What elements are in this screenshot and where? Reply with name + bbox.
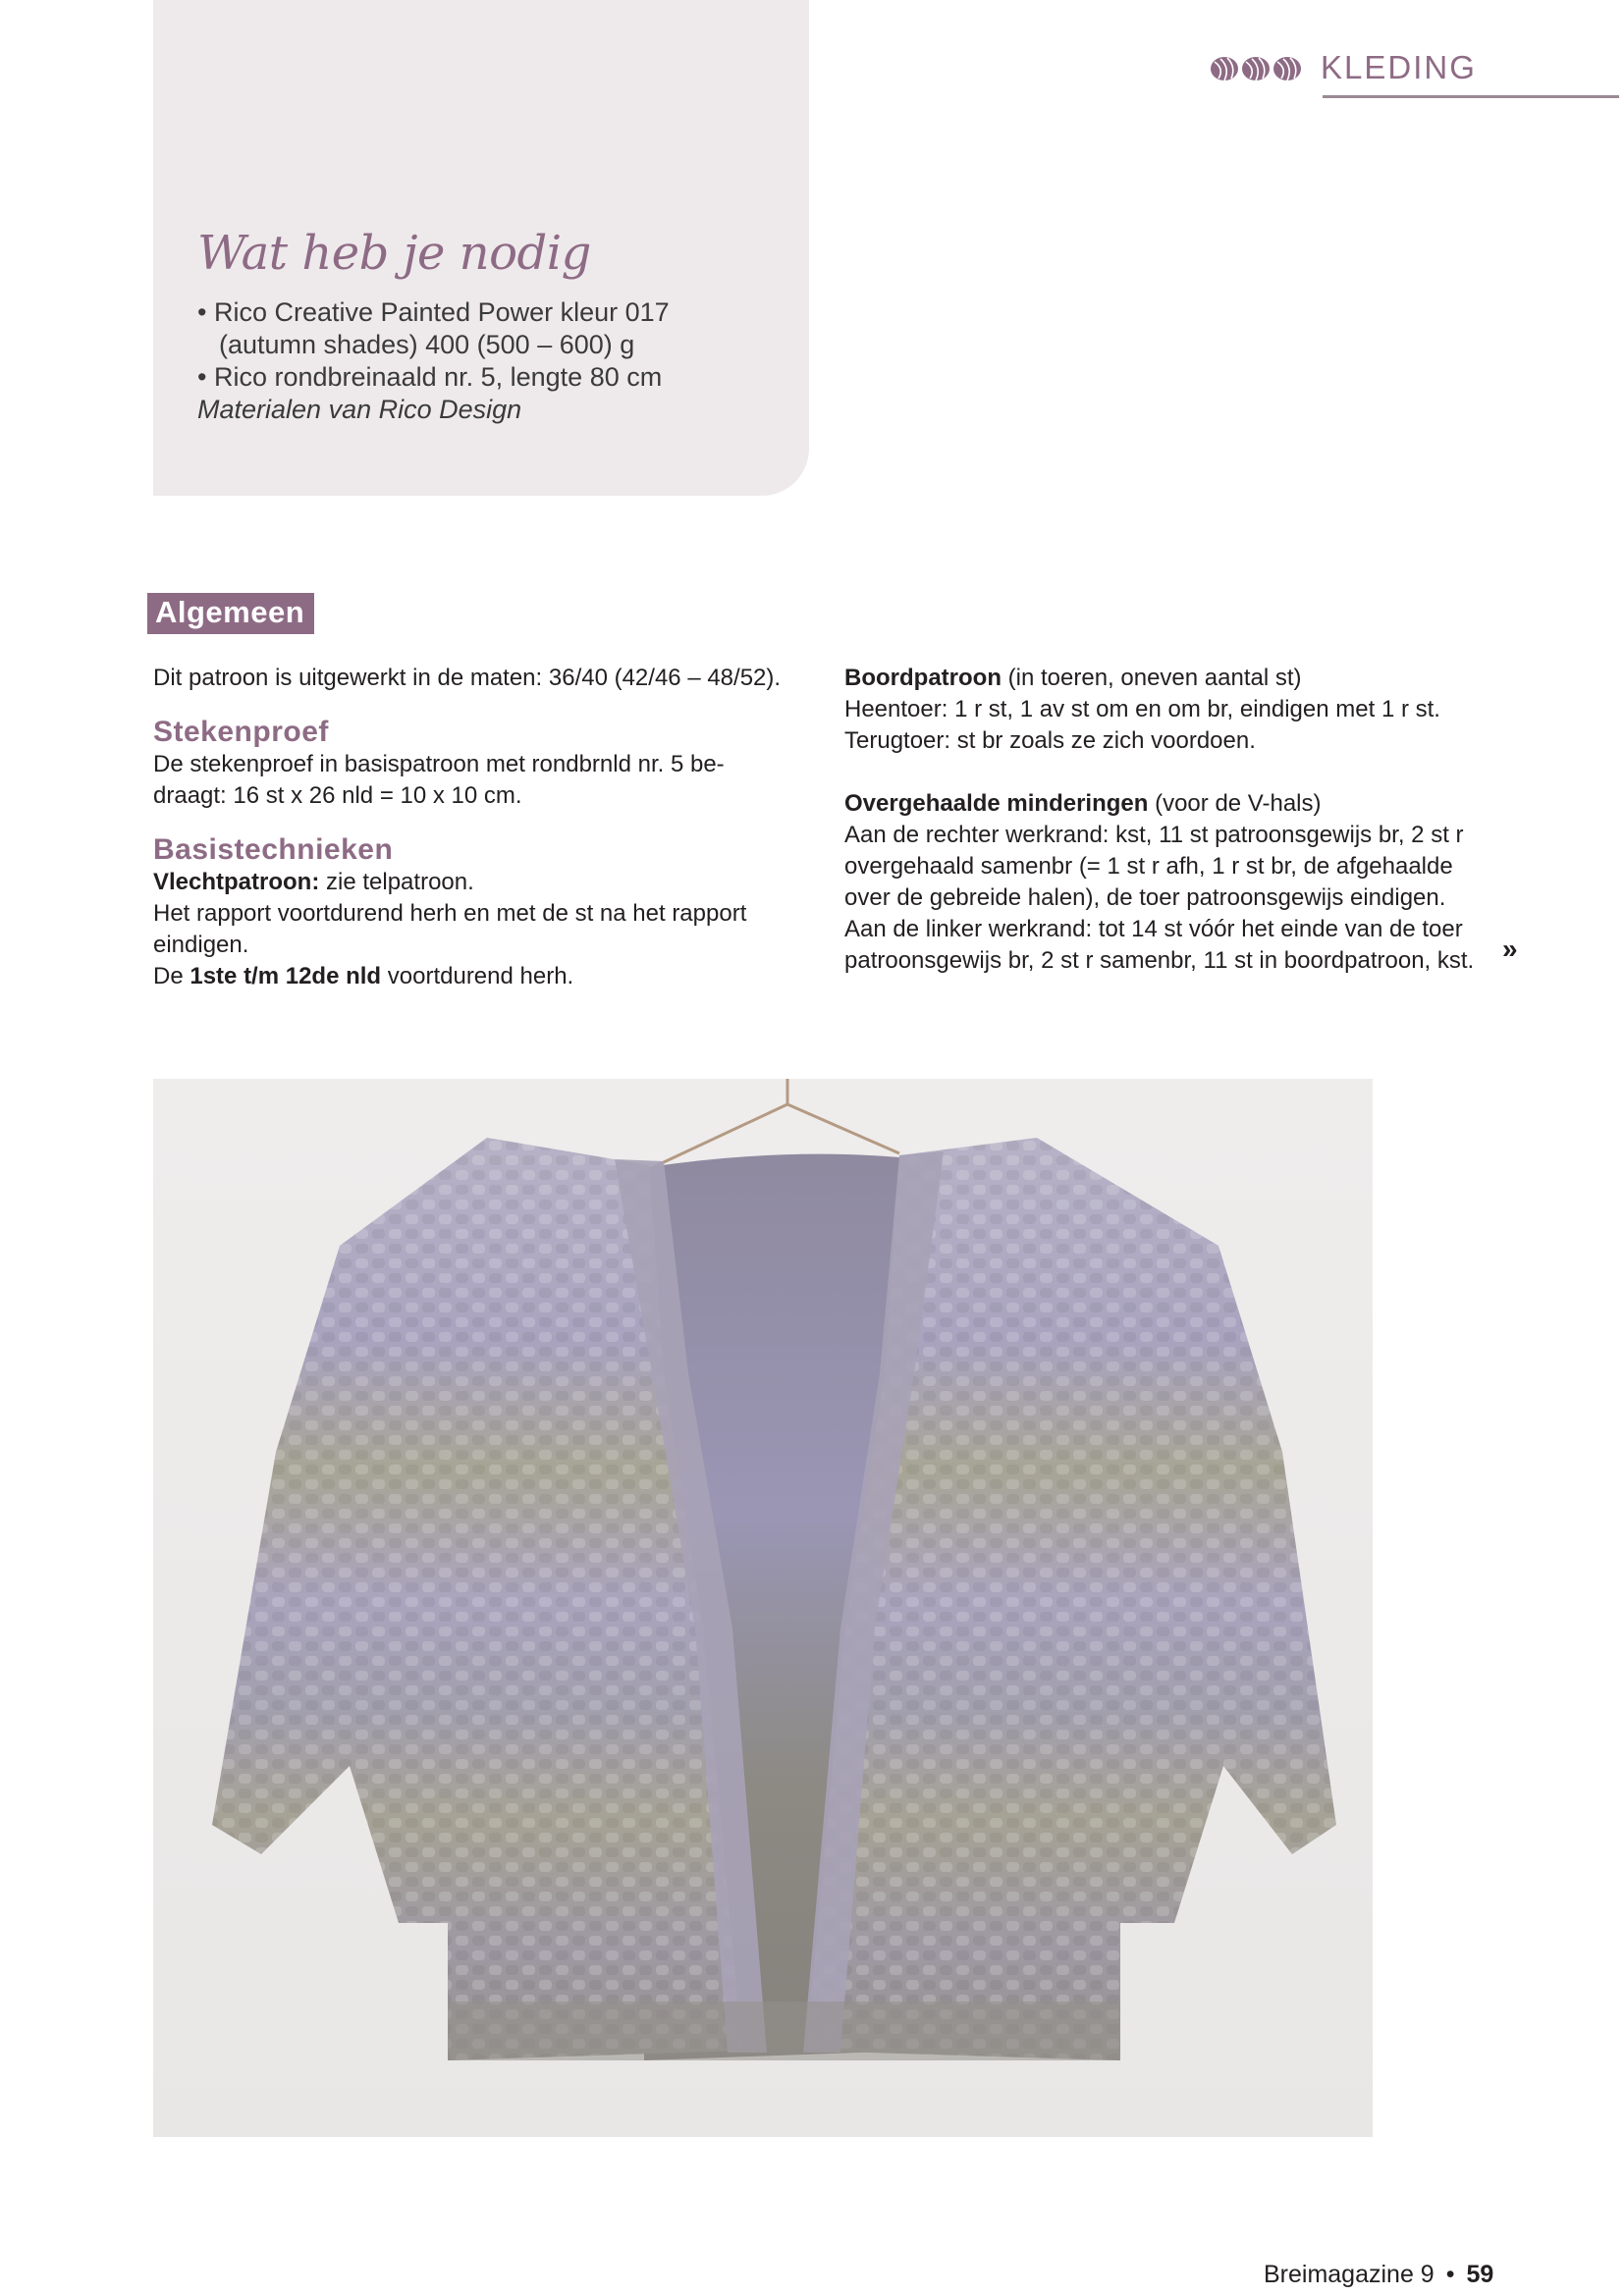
repeat-suffix: voortdurend herh. — [381, 963, 574, 989]
decreases-heading — [844, 788, 1512, 820]
footer — [1264, 2261, 1493, 2289]
materials-item: • Rico rondbreinaald nr. 5, lengte 80 cm — [197, 362, 663, 392]
decreases-label: Overgehaalde minderingen — [844, 790, 1149, 817]
yarn-ball-icon — [1210, 56, 1239, 81]
rib-text: Terugtoer: st br zoals ze zich voordoen. — [844, 727, 1256, 754]
rib-heading — [844, 663, 1512, 694]
braid-pattern-text: zie telpatroon. — [319, 869, 474, 895]
section-badge: Algemeen — [147, 593, 314, 634]
gauge-text: draagt: 16 st x 26 nld = 10 x 10 cm. — [153, 782, 522, 809]
yarn-ball-icon — [1241, 56, 1271, 81]
repeat-prefix: De — [153, 963, 190, 989]
decreases-note: (voor de V-hals) — [1148, 790, 1322, 817]
techniques-text: Het rapport voortdurend herh en met de st na het rapport — [153, 900, 747, 927]
repeat-rows: 1ste t/m 12de nld — [189, 963, 382, 989]
rib-text: Heentoer: 1 r st, 1 av st om en om br, eindigen met 1 r st. — [844, 696, 1440, 722]
cardigan-illustration — [153, 1079, 1373, 2137]
techniques-heading: Basistechnieken — [153, 833, 394, 866]
braid-pattern-line — [153, 867, 821, 898]
materials-list — [197, 296, 670, 426]
left-column — [153, 663, 821, 992]
decreases-text: Aan de rechter werkrand: kst, 11 st patroonsgewijs br, 2 st r — [844, 822, 1464, 848]
yarn-ball-icon — [1272, 56, 1302, 81]
decreases-text: patroonsgewijs br, 2 st r samenbr, 11 st in boordpatroon, kst. — [844, 947, 1475, 974]
section-title: KLEDING — [1321, 49, 1477, 85]
rib-label: Boordpatroon — [844, 665, 1001, 691]
continue-arrows: » — [1502, 934, 1518, 964]
materials-title: Wat heb je nodig — [197, 226, 591, 281]
gauge-heading: Stekenproef — [153, 716, 329, 748]
decreases-text: overgehaald samenbr (= 1 st r afh, 1 r st br, de afgehaalde — [844, 853, 1453, 880]
magazine-name: Breimagazine 9 — [1264, 2261, 1435, 2288]
braid-pattern-label: Vlechtpatroon: — [153, 869, 320, 895]
header-rule — [1323, 95, 1619, 98]
footer-bullet: • — [1445, 2261, 1455, 2288]
materials-item: • Rico Creative Painted Power kleur 017 — [197, 297, 670, 327]
decreases-text: Aan de linker werkrand: tot 14 st vóór het einde van de toer — [844, 916, 1463, 942]
cardigan-photo — [153, 1079, 1373, 2137]
materials-item: (autumn shades) 400 (500 – 600) g — [219, 330, 635, 359]
header-icons — [1210, 56, 1302, 81]
rib-note: (in toeren, oneven aantal st) — [1001, 665, 1302, 691]
page-number: 59 — [1466, 2261, 1494, 2288]
right-column — [844, 663, 1512, 977]
decreases-text: over de gebreide halen), de toer patroonsgewijs eindigen. — [844, 884, 1446, 911]
gauge-text: De stekenproef in basispatroon met rondbrnld nr. 5 be- — [153, 751, 725, 777]
materials-source: Materialen van Rico Design — [197, 395, 522, 424]
materials-box — [153, 0, 809, 496]
techniques-text: eindigen. — [153, 932, 249, 958]
repeat-line — [153, 961, 821, 992]
sizes-text: Dit patroon is uitgewerkt in de maten: 36/40 (42/46 – 48/52). — [153, 665, 782, 691]
